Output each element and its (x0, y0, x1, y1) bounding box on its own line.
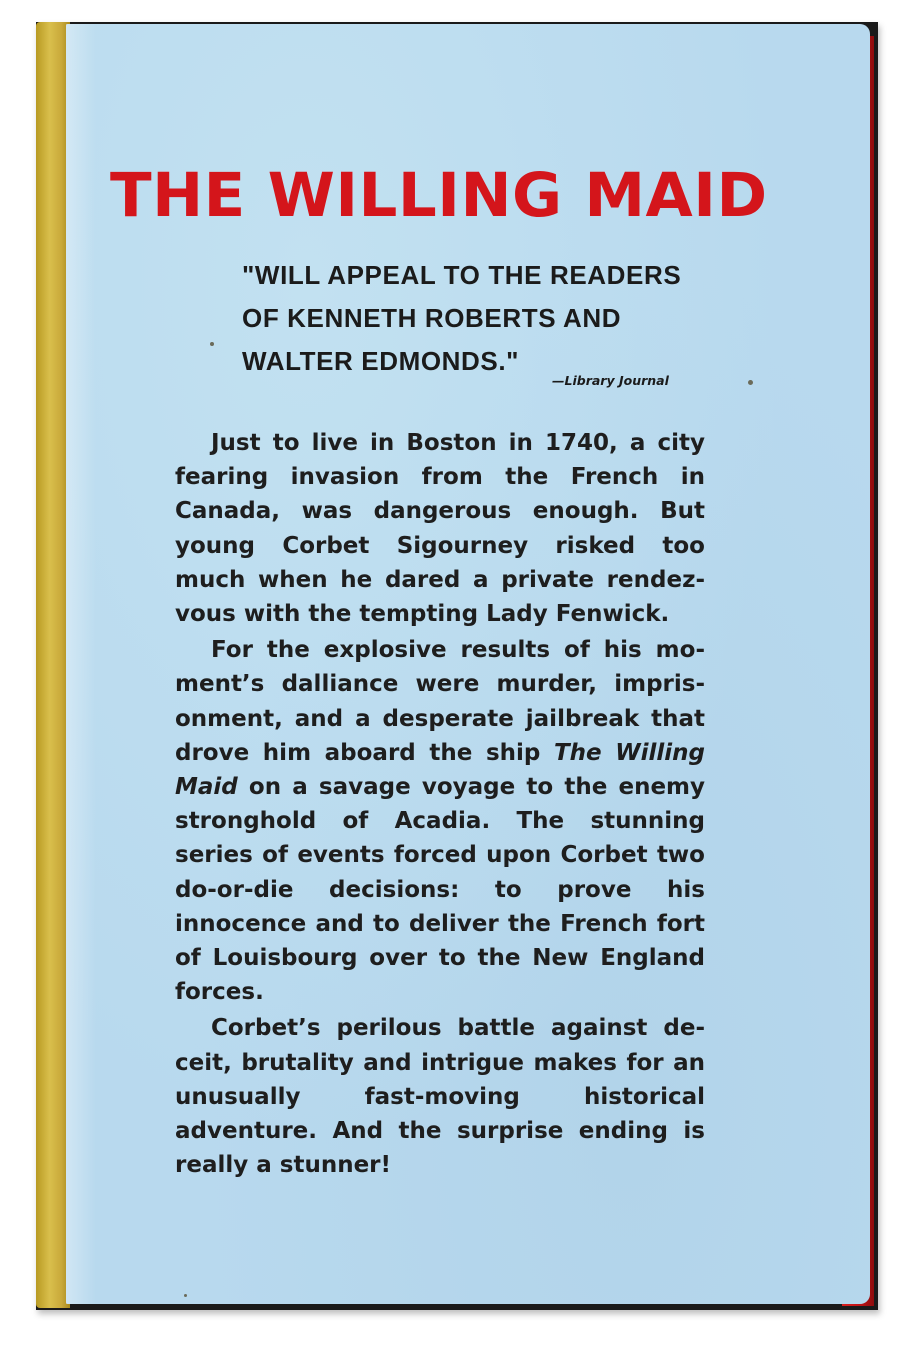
review-quote: "WILL APPEAL TO THE READERS OF KENNETH ROBERTS AND WALTER EDMONDS." (242, 260, 682, 376)
paper-speck (210, 342, 214, 346)
book-title: THE WILLING MAID (110, 160, 768, 231)
ship-name: The Willing Maid (175, 739, 706, 801)
cover-fold-highlight (66, 24, 96, 1304)
paper-speck (184, 1294, 187, 1297)
cover-panel (66, 24, 870, 1304)
blurb-paragraph-2-start: For the explosive results of his moment’s dalliance were murder, imprisonment, and a desperate jailbreak that drove him aboard the ship (175, 637, 705, 766)
paper-speck (748, 380, 753, 385)
book-blurb (175, 426, 705, 1184)
quote-attribution: —Library Journal (552, 373, 669, 388)
gilt-page-edge (36, 22, 70, 1308)
blurb-paragraph-3: Corbet’s perilous battle against deceit, brutality and intrigue makes for an unusually fast-moving historical adventure. And the surprise ending is really a stunner! (175, 1015, 705, 1179)
blurb-paragraph-2 (175, 633, 705, 1009)
blurb-paragraph-1: Just to live in Boston in 1740, a city fearing invasion from the French in Canada, was dangerous enough. But young Corbet Sigourney risked too much when he dared a private rendezvous with the tempting Lady Fenwick. (175, 430, 705, 628)
blurb-paragraph-2-end: on a savage voyage to the enemy stronghold of Acadia. The stunning series of events forced upon Corbet two do-or-die decisions: to prove his innocence and to deliver the French fort of Louisbourg over to the New England forces. (175, 774, 705, 1006)
